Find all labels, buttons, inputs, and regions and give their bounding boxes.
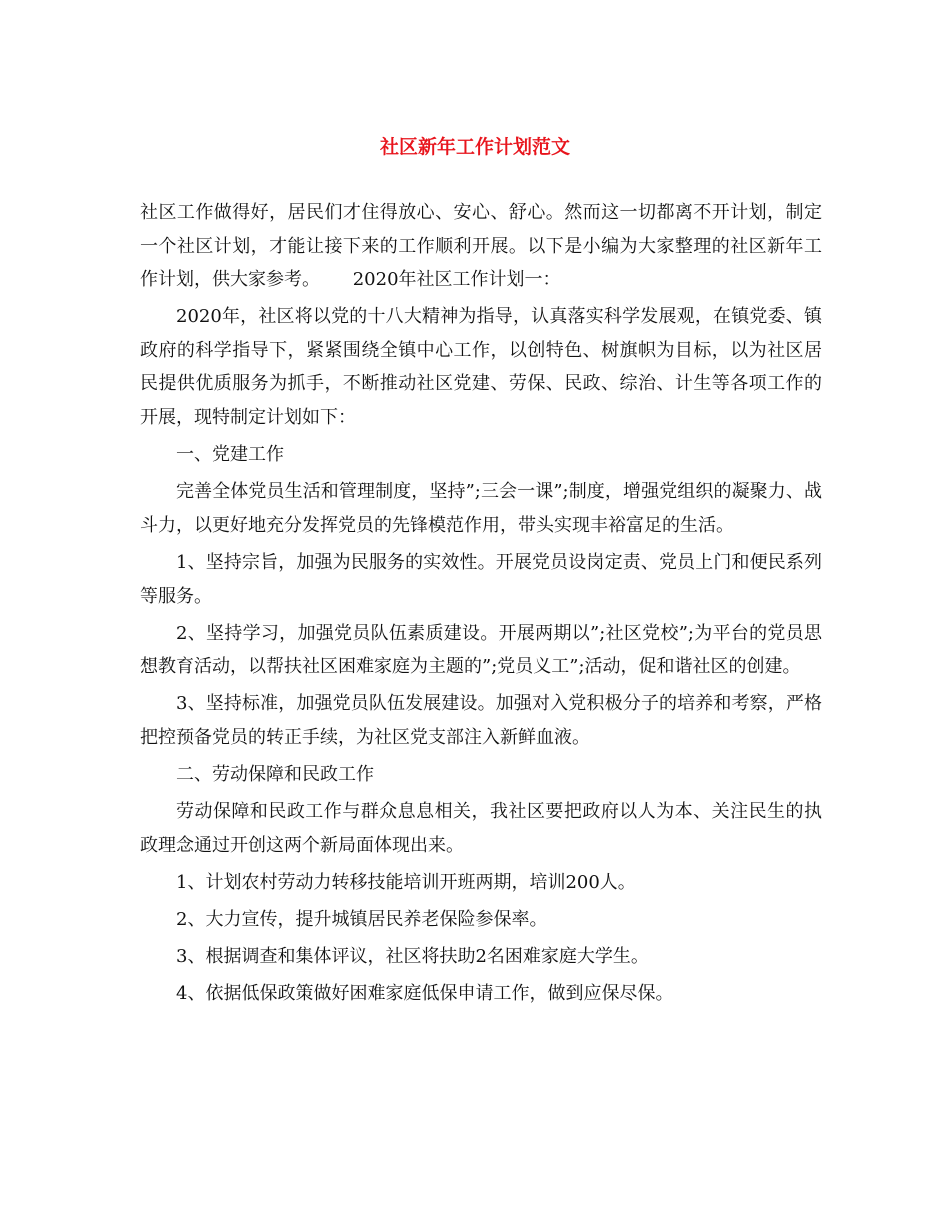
paragraph: 社区工作做得好，居民们才住得放心、安心、舒心。然而这一切都离不开计划，制定一个社区计划，才能让接下来的工作顺利开展。以下是小编为大家整理的社区新年工作计划，供大家参考。 2020年社区工作计划一： [140,202,822,291]
list-item: 1、坚持宗旨，加强为民服务的实效性。开展党员设岗定责、党员上门和便民系列等服务。 [140,551,822,607]
list-item: 1、计划农村劳动力转移技能培训开班两期，培训200人。 [176,871,636,893]
section-heading: 一、党建工作 [176,444,284,466]
list-item: 2、大力宣传，提升城镇居民养老保险参保率。 [176,908,548,930]
document-title: 社区新年工作计划范文 [379,136,570,158]
list-item: 2、坚持学习，加强党员队伍素质建设。开展两期以”;社区党校”;为平台的党员思想教育活动，以帮扶社区困难家庭为主题的”;党员义工”;活动，促和谐社区的创建。 [140,622,822,678]
list-item: 4、依据低保政策做好困难家庭低保申请工作，做到应保尽保。 [176,983,674,1005]
section-heading: 二、劳动保障和民政工作 [176,764,374,785]
list-item: 3、根据调查和集体评议，社区将扶助2名困难家庭大学生。 [176,945,649,967]
paragraph: 劳动保障和民政工作与群众息息相关，我社区要把政府以人为本、关注民生的执政理念通过开创这两个新局面体现出来。 [140,801,822,856]
list-item: 3、坚持标准，加强党员队伍发展建设。加强对入党积极分子的培养和考察，严格把控预备党员的转正手续，为社区党支部注入新鲜血液。 [140,693,822,748]
paragraph: 2020年，社区将以党的十八大精神为指导，认真落实科学发展观，在镇党委、镇政府的科学指导下，紧紧围绕全镇中心工作，以创特色、树旗帜为目标，以为社区居民提供优质服务为抓手，不断推动社区党建、劳保、民政、综治、计生等各项工作的开展，现特制定计划如下： [140,306,822,429]
document-body [140,196,822,1014]
paragraph: 完善全体党员生活和管理制度，坚持”;三会一课”;制度，增强党组织的凝聚力、战斗力，以更好地充分发挥党员的先锋模范作用，带头实现丰裕富足的生活。 [140,481,822,536]
